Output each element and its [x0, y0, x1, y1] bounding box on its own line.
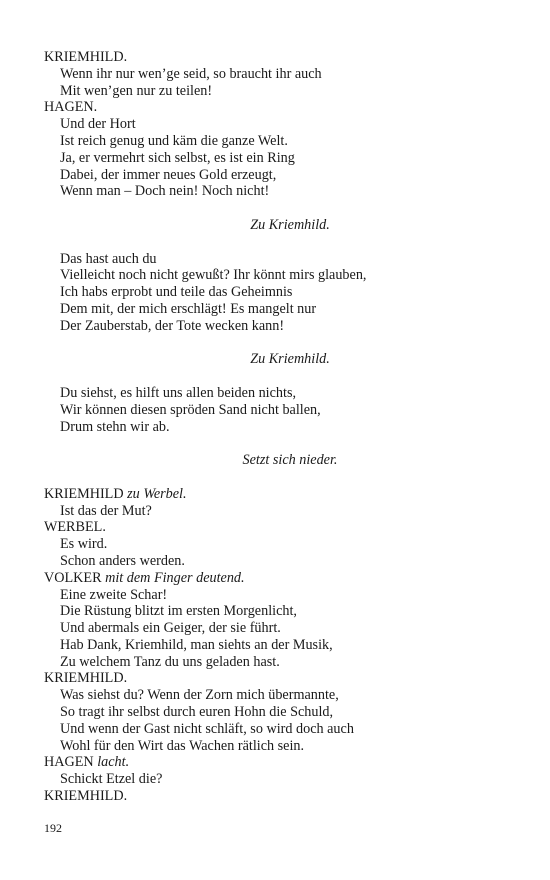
speaker-name	[44, 754, 514, 771]
stanza-gap	[44, 469, 514, 486]
verse-line: Ich habs erprobt und teile das Geheimnis	[60, 284, 293, 301]
verse-line: Ist reich genug und käm die ganze Welt.	[60, 132, 288, 149]
verse-line: Und abermals ein Geiger, der sie führt.	[60, 620, 281, 637]
verse-line: Zu welchem Tanz du uns geladen hast.	[60, 653, 280, 670]
verse-line: Drum stehn wir ab.	[60, 418, 170, 435]
speaker-name	[44, 519, 514, 536]
verse-line: Was siehst du? Wenn der Zorn mich übermannte,	[60, 687, 339, 704]
speaker-label: KRIEMHILD.	[44, 670, 128, 687]
stanza-gap	[44, 234, 514, 251]
speaker-label: WERBEL.	[44, 519, 106, 536]
verse-line: Die Rüstung blitzt im ersten Morgenlicht,	[60, 603, 297, 620]
verse-line: Eine zweite Schar!	[60, 586, 168, 603]
stage-direction: Zu Kriemhild.	[250, 351, 330, 368]
verse-line: Und wenn der Gast nicht schläft, so wird doch auch	[60, 720, 354, 737]
verse-line: Dabei, der immer neues Gold erzeugt,	[60, 166, 277, 183]
verse-line: Das hast auch du	[60, 250, 157, 267]
speaker-direction: zu Werbel.	[127, 485, 187, 502]
verse-line: Ja, er vermehrt sich selbst, es ist ein Ring	[60, 149, 295, 166]
speaker-label: KRIEMHILD.	[44, 788, 128, 805]
verse-line: Wohl für den Wirt das Wachen rätlich sein.	[60, 737, 305, 754]
verse-line: Hab Dank, Kriemhild, man siehts an der Musik,	[60, 636, 333, 653]
speaker-label: HAGEN.	[44, 99, 98, 116]
verse-line: Schon anders werden.	[60, 552, 185, 569]
verse-line: Vielleicht noch nicht gewußt? Ihr könnt mirs glauben,	[60, 267, 367, 284]
speaker-label: KRIEMHILD	[44, 485, 124, 502]
verse-line: Wenn ihr nur wen’ge seid, so braucht ihr auch	[60, 65, 322, 82]
verse-line: Wir können diesen spröden Sand nicht ballen,	[60, 401, 321, 418]
stanza-gap	[44, 200, 514, 217]
stanza-gap	[44, 435, 514, 452]
speaker-direction: mit dem Finger deutend.	[105, 569, 245, 586]
verse-line: Der Zauberstab, der Tote wecken kann!	[60, 317, 285, 334]
stage-direction: Setzt sich nieder.	[242, 452, 338, 469]
verse-line: Ist das der Mut?	[60, 502, 152, 519]
speaker-name	[44, 99, 514, 116]
verse-line: Du siehst, es hilft uns allen beiden nichts,	[60, 384, 297, 401]
stanza-gap	[44, 368, 514, 385]
verse-line: Und der Hort	[60, 116, 136, 133]
speaker-label: VOLKER	[44, 569, 102, 586]
verse-line: Wenn man – Doch nein! Noch nicht!	[60, 183, 270, 200]
verse-line: Dem mit, der mich erschlägt! Es mangelt nur	[60, 300, 317, 317]
speaker-name	[44, 49, 514, 66]
stanza-gap	[44, 335, 514, 352]
speaker-label: HAGEN	[44, 754, 94, 771]
speaker-direction: lacht.	[97, 754, 130, 771]
speaker-name	[44, 670, 514, 687]
play-text	[44, 49, 514, 805]
verse-line: Es wird.	[60, 536, 108, 553]
verse-line: So tragt ihr selbst durch euren Hohn die Schuld,	[60, 704, 334, 721]
verse-line: Mit wen’gen nur zu teilen!	[60, 82, 213, 99]
speaker-name	[44, 486, 514, 503]
speaker-name	[44, 570, 514, 587]
speaker-name	[44, 788, 514, 805]
speaker-label: KRIEMHILD.	[44, 49, 128, 65]
stage-direction: Zu Kriemhild.	[250, 216, 330, 233]
verse-line: Schickt Etzel die?	[60, 771, 163, 788]
page-number: 192	[44, 821, 62, 835]
